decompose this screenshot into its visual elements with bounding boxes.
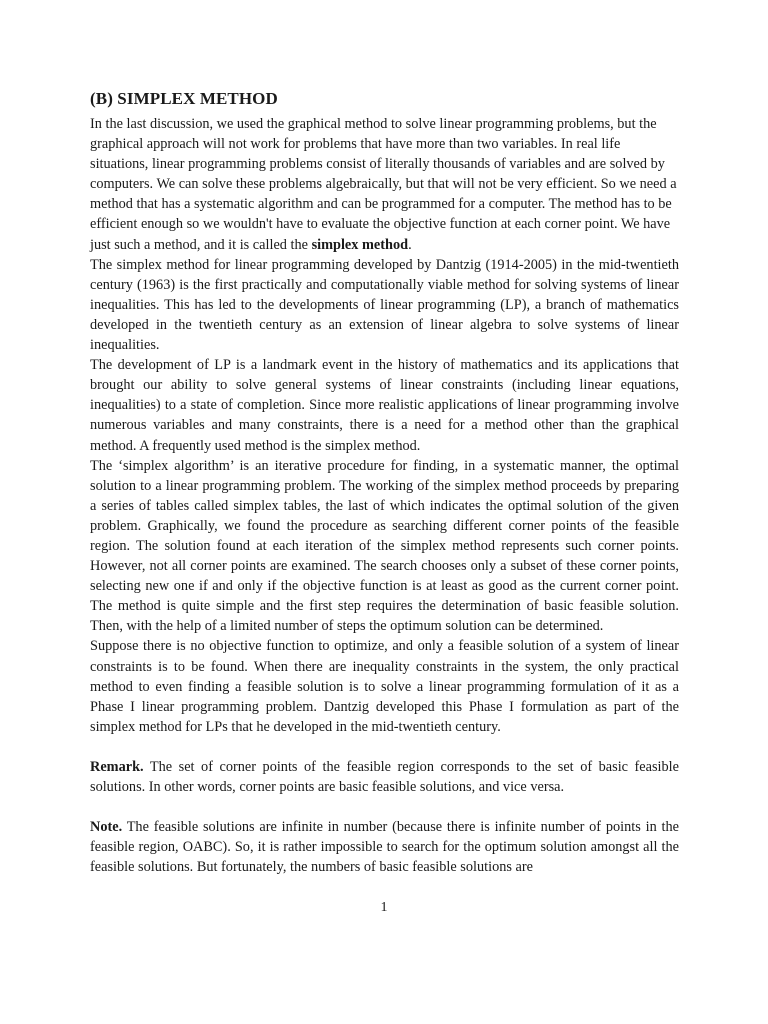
remark-text: The set of corner points of the feasible region corresponds to the set of basic feasible solutions. In other words, corner points are basic feasible solutions, and vice versa. bbox=[90, 758, 679, 795]
paragraph-dantzig: The simplex method for linear programming developed by Dantzig (1914-2005) in the mid-twentieth century (1963) is the first practically and computationally viable method for solving systems of linear inequalities. This has led to the developments of linear programming (LP), a branch of mathematics developed in the twentieth century as an extension of linear algebra to solve systems of linear inequalities. bbox=[90, 256, 679, 354]
simplex-method-term: simplex method bbox=[311, 236, 409, 253]
note-text: The feasible solutions are infinite in number (because there is infinite number of points in the feasible region, OABC). So, it is rather impossible to search for the optimum solution amongst all the feasible solutions. But fortunately, the numbers of basic feasible solutions are bbox=[90, 819, 679, 876]
page-number: 1 bbox=[380, 900, 388, 915]
note-label: Note. bbox=[90, 819, 123, 836]
paragraph-simplex-algorithm: The ‘simplex algorithm’ is an iterative procedure for finding, in a systematic manner, the optimal solution to a linear programming problem. The working of the simplex method proceeds by preparing a series of tables called simplex tables, the last of which indicates the optimal solution of the given problem. Graphically, we found the procedure as searching different corner points of the feasible region. The solution found at each iteration of the simplex method represents such corner points. However, not all corner points are examined. The search chooses only a subset of these corner points, selecting new one if and only if the objective function is at least as good as the current corner point. The method is quite simple and the first step requires the determination of basic feasible solution. Then, with the help of a limited number of steps the optimum solution can be determined. bbox=[90, 457, 679, 635]
section-heading: (B) SIMPLEX METHOD bbox=[90, 89, 278, 108]
paragraph-lp-development: The development of LP is a landmark event in the history of mathematics and its applications that brought our ability to solve general systems of linear constraints (including linear equations, inequalities) to a state of completion. Since more realistic applications of linear programming involve numerous variables and many constraints, there is a need for a method other than the graphical method. A frequently used method is the simplex method. bbox=[90, 357, 679, 454]
remark-label: Remark. bbox=[90, 758, 144, 775]
paragraph-phase-one: Suppose there is no objective function to optimize, and only a feasible solution of a system of linear constraints is to be found. When there are inequality constraints in the system, the only practical method to even finding a feasible solution is to solve a linear programming formulation of it as a Phase I linear programming problem. Dantzig developed this Phase I formulation as part of the simplex method for LPs that he developed in the mid-twentieth century. bbox=[90, 638, 679, 735]
remark-paragraph bbox=[90, 757, 679, 797]
spacer bbox=[90, 737, 679, 757]
note-paragraph bbox=[90, 817, 679, 877]
spacer bbox=[90, 797, 679, 817]
document-page bbox=[90, 88, 679, 877]
paragraph-intro-text: In the last discussion, we used the graphical method to solve linear programming problems, but the graphical approach will not work for problems that have more than two variables. In real life situations, linear programming problems consist of literally thousands of variables and are solved by computers. We can solve these problems algebraically, but that will not be very efficient. So we need a method that has a systematic algorithm and can be programmed for a computer. The method has to be efficient enough so we wouldn't have to evaluate the objective function at each corner point. We have just such a method, and it is called the bbox=[90, 116, 677, 253]
paragraph-intro bbox=[90, 114, 679, 255]
paragraph-intro-end: . bbox=[408, 236, 412, 253]
